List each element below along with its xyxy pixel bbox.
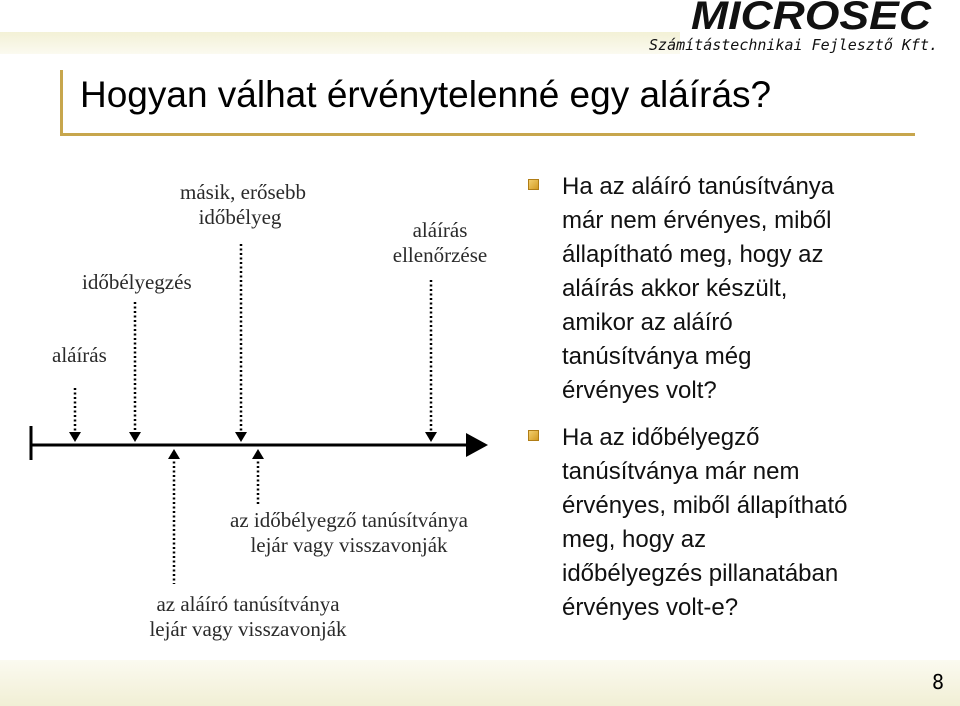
- bullet-line: aláírás akkor készült,: [562, 275, 788, 302]
- page-number: 8: [931, 670, 944, 694]
- event-arrow-signing: [69, 388, 81, 442]
- bullet-line: érvényes volt-e?: [562, 594, 739, 621]
- company-name: Számítástechnikai Fejlesztő Kft.: [649, 36, 938, 54]
- logo-text: MICROSEC: [691, 0, 933, 35]
- label-tsa-cert-expiry: [196, 508, 502, 558]
- page-title: Hogyan válhat érvénytelenné egy aláírás?: [80, 74, 772, 115]
- label-line: lejár vagy visszavonják: [149, 617, 347, 641]
- bullet-line: meg, hogy az: [562, 526, 707, 553]
- bullet-line: érvényes volt?: [562, 377, 717, 404]
- label-line: időbélyeg: [198, 205, 282, 229]
- bullet-timestamp-certificate: [528, 421, 948, 625]
- label-line: lejár vagy visszavonják: [250, 533, 448, 557]
- bullet-line: tanúsítványa már nem: [562, 458, 800, 485]
- label-signing: aláírás: [52, 343, 107, 367]
- label-line: aláírás: [412, 218, 468, 242]
- bullet-line: Ha az időbélyegző: [562, 424, 760, 451]
- bullet-signer-certificate: [528, 170, 948, 408]
- label-stronger-timestamp: [180, 180, 306, 230]
- timeline-arrowhead: [466, 433, 488, 457]
- bullet-line: érvényes, miből állapítható: [562, 492, 848, 519]
- event-arrow-tsa-cert-expiry: [252, 449, 264, 506]
- bullet-line: már nem érvényes, miből: [562, 207, 832, 234]
- bullet-line: tanúsítványa még: [562, 343, 752, 370]
- label-line: másik, erősebb: [180, 180, 306, 204]
- footer-band: [0, 660, 960, 706]
- label-line: ellenőrzése: [392, 243, 488, 267]
- label-signer-cert-expiry: [118, 592, 378, 642]
- bullet-line: állapítható meg, hogy az: [562, 241, 824, 268]
- bullet-line: amikor az aláíró: [562, 309, 733, 336]
- event-arrow-stronger-timestamp: [235, 244, 247, 442]
- bullet-line: Ha az aláíró tanúsítványa: [562, 173, 835, 200]
- label-line: az aláíró tanúsítványa: [156, 592, 340, 616]
- event-arrow-signature-check: [425, 280, 437, 442]
- bullet-square-icon: [528, 430, 539, 441]
- bullet-square-icon: [528, 179, 539, 190]
- bullet-line: időbélyegzés pillanatában: [562, 560, 839, 587]
- label-timestamping: időbélyegzés: [82, 270, 192, 294]
- label-signature-check: [385, 218, 495, 268]
- event-arrow-timestamping: [129, 302, 141, 442]
- label-line: az időbélyegző tanúsítványa: [230, 508, 468, 532]
- event-arrow-signer-cert-expiry: [168, 449, 180, 584]
